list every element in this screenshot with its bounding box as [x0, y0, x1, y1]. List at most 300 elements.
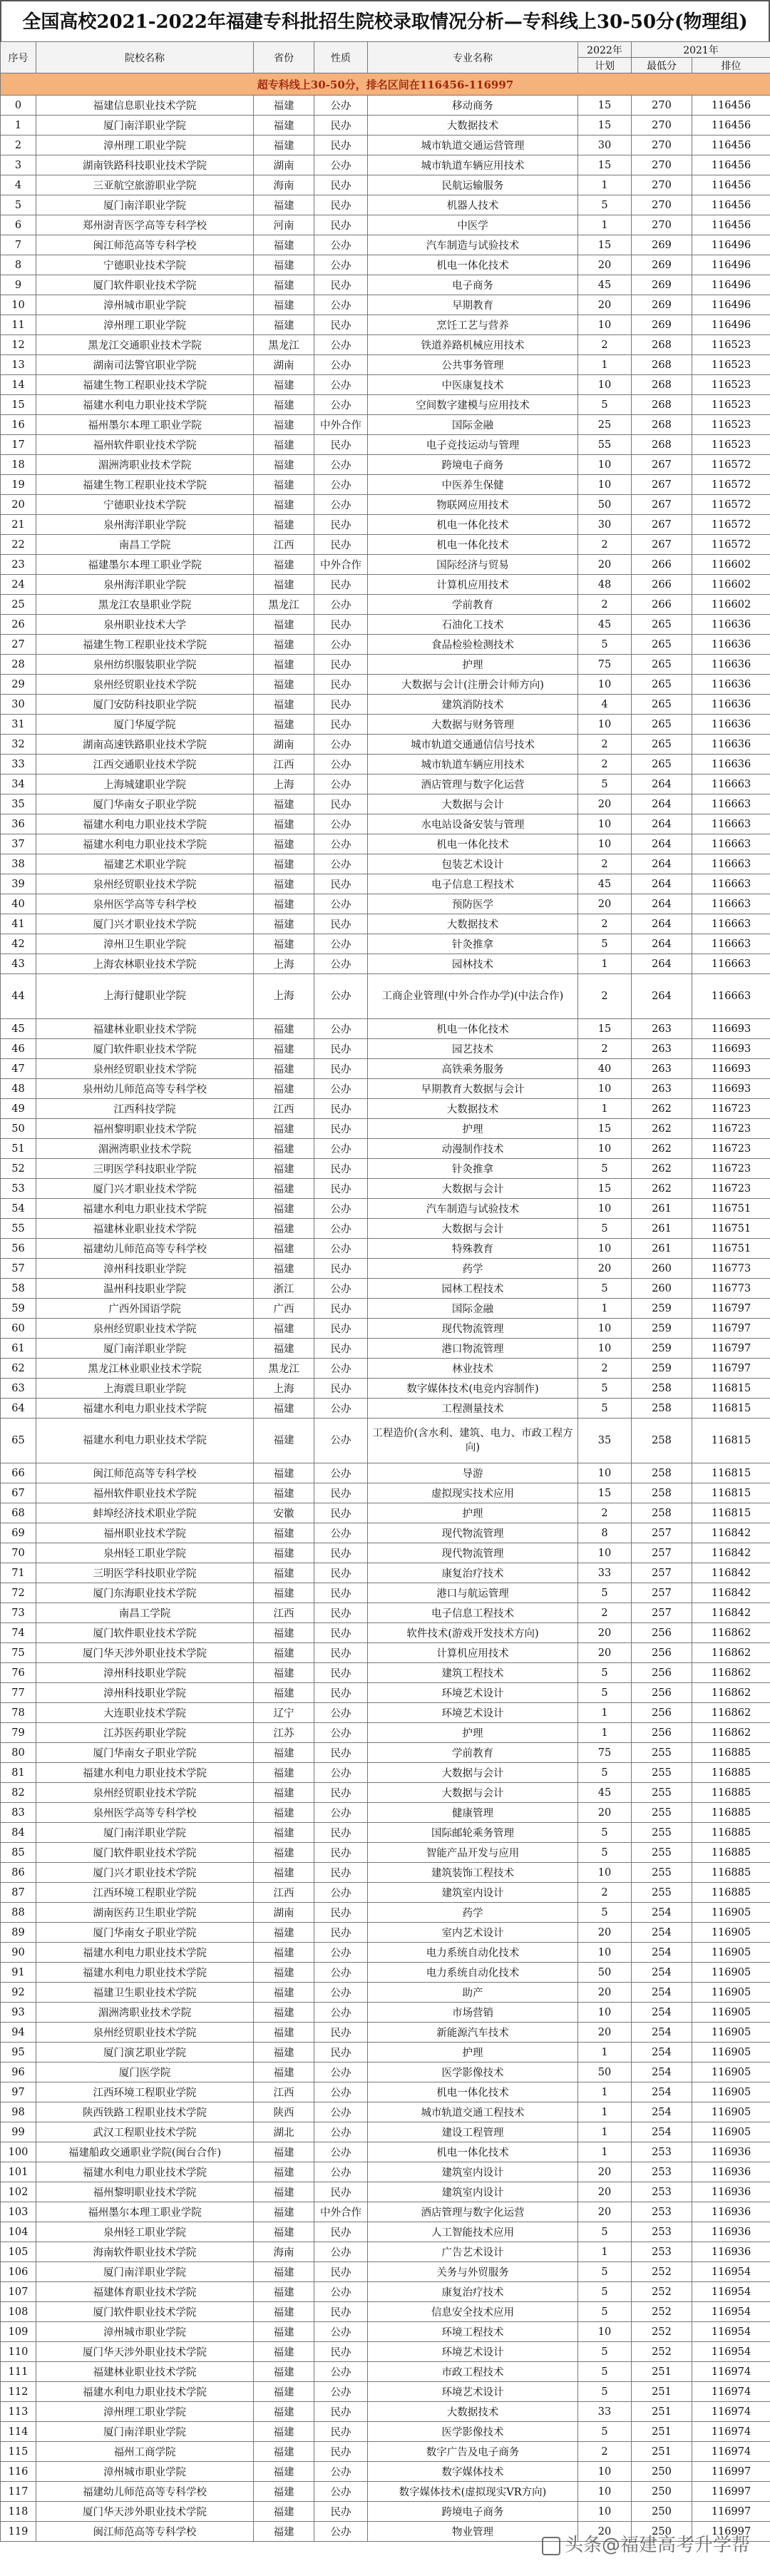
cell-nature: 民办 [314, 1503, 368, 1523]
cell-rank: 116751 [692, 1219, 770, 1239]
cell-nature: 民办 [314, 1379, 368, 1399]
cell-seq: 54 [1, 1199, 36, 1219]
cell-plan: 20 [578, 1259, 632, 1279]
cell-province: 福建 [254, 1643, 314, 1663]
cell-major: 林业技术 [368, 1359, 578, 1379]
cell-major: 城市轨道交通运营管理 [368, 136, 578, 155]
cell-plan: 10 [578, 1543, 632, 1563]
cell-plan: 1 [578, 2043, 632, 2063]
cell-province: 福建 [254, 2262, 314, 2282]
cell-province: 浙江 [254, 1279, 314, 1299]
cell-seq: 68 [1, 1503, 36, 1523]
cell-province: 福建 [254, 435, 314, 455]
col-min: 最低分 [632, 58, 692, 73]
cell-seq: 77 [1, 1683, 36, 1703]
cell-nature: 民办 [314, 1603, 368, 1623]
cell-rank: 116636 [692, 635, 770, 655]
table-row [1, 2162, 770, 2182]
cell-rank: 116636 [692, 715, 770, 735]
cell-major: 电子信息工程技术 [368, 1603, 578, 1623]
table-row [1, 2023, 770, 2043]
cell-nature: 公办 [314, 155, 368, 175]
cell-nature: 公办 [314, 2322, 368, 2342]
cell-major: 护理 [368, 2043, 578, 2063]
cell-nature: 公办 [314, 1239, 368, 1259]
cell-nature: 公办 [314, 2082, 368, 2102]
table-row [1, 1743, 770, 1763]
cell-rank: 116572 [692, 495, 770, 515]
cell-nature: 民办 [314, 2302, 368, 2322]
cell-province: 福建 [254, 315, 314, 335]
cell-min: 255 [632, 1803, 692, 1823]
cell-plan: 15 [578, 116, 632, 136]
table-row [1, 255, 770, 275]
cell-plan: 10 [578, 1463, 632, 1483]
cell-rank: 116773 [692, 1279, 770, 1299]
cell-min: 264 [632, 814, 692, 834]
cell-min: 267 [632, 455, 692, 475]
col-seq: 序号 [1, 42, 36, 73]
cell-rank: 116862 [692, 1663, 770, 1683]
cell-nature: 民办 [314, 1823, 368, 1843]
cell-min: 256 [632, 1643, 692, 1663]
cell-nature: 公办 [314, 1803, 368, 1823]
cell-major: 环境工程技术 [368, 2322, 578, 2342]
cell-rank: 116663 [692, 974, 770, 1019]
cell-school: 漳州城市职业学院 [36, 2462, 254, 2482]
table-row [1, 1319, 770, 1339]
cell-school: 漳州科技职业学院 [36, 1683, 254, 1703]
cell-nature: 公办 [314, 595, 368, 615]
cell-major: 铁道养路机械应用技术 [368, 335, 578, 355]
cell-major: 康复治疗技术 [368, 2282, 578, 2302]
cell-nature: 公办 [314, 455, 368, 475]
cell-school: 湄洲湾职业技术学院 [36, 2003, 254, 2023]
cell-major: 中医学 [368, 215, 578, 235]
cell-province: 福建 [254, 1483, 314, 1503]
cell-plan: 45 [578, 874, 632, 894]
cell-major: 康复治疗技术 [368, 1563, 578, 1583]
table-row [1, 914, 770, 934]
cell-major: 港口与航运管理 [368, 1583, 578, 1603]
table-row [1, 775, 770, 794]
cell-plan: 10 [578, 2003, 632, 2023]
cell-rank: 116636 [692, 655, 770, 675]
cell-min: 250 [632, 2462, 692, 2482]
cell-school: 温州科技职业学院 [36, 1279, 254, 1299]
cell-plan: 1 [578, 2242, 632, 2262]
cell-nature: 公办 [314, 635, 368, 655]
cell-nature: 公办 [314, 2242, 368, 2262]
cell-nature: 中外合作 [314, 2202, 368, 2222]
cell-major: 大数据技术 [368, 914, 578, 934]
cell-province: 福建 [254, 2322, 314, 2342]
cell-seq: 73 [1, 1603, 36, 1623]
cell-major: 建筑室内设计 [368, 2182, 578, 2202]
cell-plan: 2 [578, 914, 632, 934]
cell-school: 南昌工学院 [36, 1603, 254, 1623]
table-row [1, 1463, 770, 1483]
cell-plan: 2 [578, 1359, 632, 1379]
cell-major: 广告艺术设计 [368, 2242, 578, 2262]
cell-nature: 公办 [314, 814, 368, 834]
cell-school: 厦门华南女子职业学院 [36, 794, 254, 814]
cell-seq: 65 [1, 1419, 36, 1463]
cell-school: 福州工商学院 [36, 2442, 254, 2462]
cell-min: 265 [632, 755, 692, 775]
col-school: 院校名称 [36, 42, 254, 73]
cell-province: 福建 [254, 1079, 314, 1099]
cell-seq: 111 [1, 2362, 36, 2382]
cell-nature: 民办 [314, 2402, 368, 2422]
cell-major: 大数据与会计(注册会计师方向) [368, 675, 578, 695]
cell-nature: 公办 [314, 2362, 368, 2382]
cell-min: 255 [632, 1783, 692, 1803]
cell-rank: 116602 [692, 575, 770, 595]
table-row [1, 934, 770, 954]
cell-plan: 5 [578, 2342, 632, 2362]
cell-school: 宁德职业技术学院 [36, 495, 254, 515]
cell-plan: 20 [578, 1923, 632, 1943]
cell-major: 现代物流管理 [368, 1543, 578, 1563]
cell-major: 早期教育 [368, 295, 578, 315]
cell-school: 湖南铁路科技职业技术学院 [36, 155, 254, 175]
table-row [1, 695, 770, 715]
cell-school: 湖南司法警官职业学院 [36, 355, 254, 375]
cell-province: 江西 [254, 1099, 314, 1119]
cell-school: 泉州医学高等专科学校 [36, 894, 254, 914]
cell-major: 机电一体化技术 [368, 515, 578, 535]
cell-school: 三亚航空旅游职业学院 [36, 175, 254, 195]
cell-nature: 民办 [314, 535, 368, 555]
cell-province: 福建 [254, 1583, 314, 1603]
cell-min: 270 [632, 195, 692, 215]
cell-plan: 50 [578, 2063, 632, 2082]
table-row [1, 355, 770, 375]
cell-province: 福建 [254, 615, 314, 635]
cell-school: 厦门软件职业技术学院 [36, 1039, 254, 1059]
cell-rank: 116523 [692, 375, 770, 395]
col-plan: 计划 [578, 58, 632, 73]
cell-plan: 20 [578, 2162, 632, 2182]
cell-seq: 32 [1, 735, 36, 755]
cell-rank: 116636 [692, 615, 770, 635]
cell-rank: 116751 [692, 1199, 770, 1219]
cell-school: 黑龙江农垦职业学院 [36, 595, 254, 615]
cell-school: 上海震旦职业学院 [36, 1379, 254, 1399]
cell-school: 黑龙江交通职业技术学院 [36, 335, 254, 355]
cell-major: 机电一体化技术 [368, 834, 578, 854]
cell-rank: 116997 [692, 2462, 770, 2482]
cell-province: 福建 [254, 1339, 314, 1359]
cell-seq: 40 [1, 894, 36, 914]
cell-seq: 104 [1, 2222, 36, 2242]
cell-seq: 24 [1, 575, 36, 595]
cell-nature: 民办 [314, 695, 368, 715]
cell-plan: 5 [578, 2222, 632, 2242]
cell-major: 数字媒体技术(虚拟现实VR方向) [368, 2482, 578, 2502]
cell-rank: 116797 [692, 1299, 770, 1319]
cell-plan: 45 [578, 615, 632, 635]
cell-plan: 75 [578, 655, 632, 675]
table-row [1, 1399, 770, 1419]
cell-rank: 116693 [692, 1059, 770, 1079]
cell-school: 福建墨尔本理工职业学院 [36, 555, 254, 575]
cell-province: 福建 [254, 1259, 314, 1279]
table-row [1, 1419, 770, 1463]
cell-plan: 5 [578, 2382, 632, 2402]
cell-school: 上海农林职业技术学院 [36, 954, 254, 974]
cell-major: 包装艺术设计 [368, 854, 578, 874]
cell-major: 物业管理 [368, 2522, 578, 2542]
table-row [1, 854, 770, 874]
cell-plan: 10 [578, 2482, 632, 2502]
cell-province: 福建 [254, 1943, 314, 1963]
cell-min: 257 [632, 1523, 692, 1543]
cell-seq: 117 [1, 2482, 36, 2502]
table-row [1, 1483, 770, 1503]
cell-nature: 公办 [314, 2142, 368, 2162]
cell-rank: 116663 [692, 894, 770, 914]
table-row [1, 1099, 770, 1119]
cell-min: 258 [632, 1483, 692, 1503]
cell-seq: 85 [1, 1843, 36, 1863]
cell-rank: 116905 [692, 1903, 770, 1923]
cell-nature: 公办 [314, 1463, 368, 1483]
table-row [1, 2382, 770, 2402]
cell-school: 厦门软件职业技术学院 [36, 2302, 254, 2322]
cell-rank: 116905 [692, 2122, 770, 2142]
cell-major: 大数据与财务管理 [368, 715, 578, 735]
cell-province: 江西 [254, 1883, 314, 1903]
cell-major: 现代物流管理 [368, 1523, 578, 1543]
cell-min: 267 [632, 515, 692, 535]
table-row [1, 1943, 770, 1963]
cell-school: 泉州经贸职业技术学院 [36, 2023, 254, 2043]
table-row [1, 315, 770, 335]
cell-school: 泉州轻工职业学院 [36, 2222, 254, 2242]
cell-min: 266 [632, 575, 692, 595]
cell-major: 市政工程技术 [368, 2362, 578, 2382]
cell-plan: 2 [578, 974, 632, 1019]
cell-nature: 公办 [314, 1079, 368, 1099]
cell-seq: 18 [1, 455, 36, 475]
table-row [1, 1339, 770, 1359]
cell-rank: 116693 [692, 1079, 770, 1099]
cell-plan: 10 [578, 2322, 632, 2342]
cell-rank: 116905 [692, 1923, 770, 1943]
cell-major: 公共事务管理 [368, 355, 578, 375]
cell-nature: 中外合作 [314, 415, 368, 435]
cell-rank: 116905 [692, 2023, 770, 2043]
cell-seq: 59 [1, 1299, 36, 1319]
cell-plan: 2 [578, 1883, 632, 1903]
cell-seq: 21 [1, 515, 36, 535]
cell-school: 三明医学科技职业学院 [36, 1563, 254, 1583]
cell-province: 福建 [254, 2462, 314, 2482]
cell-province: 福建 [254, 854, 314, 874]
cell-school: 厦门南洋职业学院 [36, 2262, 254, 2282]
cell-school: 泉州经贸职业技术学院 [36, 1059, 254, 1079]
cell-min: 252 [632, 2342, 692, 2362]
cell-school: 福建卫生职业技术学院 [36, 1983, 254, 2003]
cell-school: 福州墨尔本理工职业学院 [36, 2202, 254, 2222]
cell-nature: 公办 [314, 2282, 368, 2302]
col-province: 省份 [254, 42, 314, 73]
cell-province: 福建 [254, 1039, 314, 1059]
cell-nature: 民办 [314, 1039, 368, 1059]
cell-nature: 民办 [314, 2342, 368, 2362]
cell-seq: 76 [1, 1663, 36, 1683]
cell-plan: 50 [578, 495, 632, 515]
cell-province: 福建 [254, 2402, 314, 2422]
cell-major: 酒店管理与数字化运营 [368, 775, 578, 794]
cell-min: 270 [632, 96, 692, 116]
cell-major: 跨境电子商务 [368, 2502, 578, 2522]
cell-province: 福建 [254, 415, 314, 435]
cell-min: 261 [632, 1239, 692, 1259]
cell-nature: 公办 [314, 2003, 368, 2023]
cell-school: 福建生物工程职业技术学院 [36, 475, 254, 495]
cell-major: 助产 [368, 1983, 578, 2003]
cell-seq: 17 [1, 435, 36, 455]
cell-min: 256 [632, 1683, 692, 1703]
cell-school: 泉州海洋职业学院 [36, 575, 254, 595]
cell-school: 厦门南洋职业学院 [36, 116, 254, 136]
cell-school: 厦门华天涉外职业技术学院 [36, 2502, 254, 2522]
cell-rank: 116954 [692, 2322, 770, 2342]
cell-major: 国际邮轮乘务管理 [368, 1823, 578, 1843]
cell-min: 263 [632, 1039, 692, 1059]
cell-major: 医学影像技术 [368, 2063, 578, 2082]
cell-nature: 公办 [314, 235, 368, 255]
cell-seq: 119 [1, 2522, 36, 2542]
cell-plan: 45 [578, 275, 632, 295]
cell-province: 福建 [254, 1543, 314, 1563]
table-row [1, 535, 770, 555]
cell-nature: 民办 [314, 575, 368, 595]
table-row [1, 116, 770, 136]
cell-min: 265 [632, 655, 692, 675]
cell-province: 福建 [254, 1663, 314, 1683]
cell-province: 福建 [254, 1059, 314, 1079]
table-row [1, 1623, 770, 1643]
cell-major: 护理 [368, 1723, 578, 1743]
cell-province: 福建 [254, 455, 314, 475]
cell-nature: 公办 [314, 375, 368, 395]
cell-major: 人工智能技术应用 [368, 2222, 578, 2242]
cell-province: 湖南 [254, 355, 314, 375]
cell-province: 福建 [254, 515, 314, 535]
cell-major: 针灸推拿 [368, 1159, 578, 1179]
cell-province: 福建 [254, 375, 314, 395]
cell-major: 工程测量技术 [368, 1399, 578, 1419]
cell-rank: 116602 [692, 595, 770, 615]
table-row [1, 1199, 770, 1219]
cell-rank: 116723 [692, 1139, 770, 1159]
cell-rank: 116572 [692, 515, 770, 535]
cell-nature: 民办 [314, 1543, 368, 1563]
cell-plan: 5 [578, 395, 632, 415]
cell-province: 福建 [254, 2043, 314, 2063]
cell-min: 255 [632, 1763, 692, 1783]
cell-school: 福建水利电力职业技术学院 [36, 814, 254, 834]
cell-plan: 48 [578, 575, 632, 595]
cell-school: 漳州城市职业学院 [36, 2322, 254, 2342]
cell-min: 254 [632, 1983, 692, 2003]
cell-nature: 公办 [314, 2162, 368, 2182]
cell-province: 江西 [254, 2082, 314, 2102]
cell-seq: 74 [1, 1623, 36, 1643]
cell-nature: 公办 [314, 735, 368, 755]
table-row [1, 1683, 770, 1703]
cell-nature: 公办 [314, 2122, 368, 2142]
cell-major: 市场营销 [368, 2003, 578, 2023]
cell-major: 药学 [368, 1259, 578, 1279]
cell-plan: 10 [578, 315, 632, 335]
cell-rank: 116456 [692, 215, 770, 235]
cell-rank: 116862 [692, 1703, 770, 1723]
cell-nature: 公办 [314, 954, 368, 974]
cell-nature: 公办 [314, 1943, 368, 1963]
cell-major: 建设工程管理 [368, 2122, 578, 2142]
table-row [1, 794, 770, 814]
cell-nature: 民办 [314, 1843, 368, 1863]
cell-min: 257 [632, 1603, 692, 1623]
cell-min: 264 [632, 775, 692, 794]
cell-seq: 44 [1, 974, 36, 1019]
cell-min: 264 [632, 834, 692, 854]
cell-rank: 116663 [692, 834, 770, 854]
cell-seq: 102 [1, 2182, 36, 2202]
cell-min: 264 [632, 974, 692, 1019]
cell-plan: 5 [578, 1159, 632, 1179]
cell-plan: 30 [578, 515, 632, 535]
cell-seq: 50 [1, 1119, 36, 1139]
cell-rank: 116636 [692, 675, 770, 695]
cell-plan: 15 [578, 1179, 632, 1199]
cell-major: 学前教育 [368, 1743, 578, 1763]
cell-nature: 公办 [314, 2462, 368, 2482]
col-major: 专业名称 [368, 42, 578, 73]
cell-plan: 1 [578, 2082, 632, 2102]
cell-seq: 81 [1, 1763, 36, 1783]
cell-plan: 30 [578, 136, 632, 155]
cell-min: 252 [632, 2302, 692, 2322]
cell-min: 262 [632, 1179, 692, 1199]
cell-province: 福建 [254, 1463, 314, 1483]
table-row [1, 2043, 770, 2063]
cell-rank: 116663 [692, 854, 770, 874]
cell-province: 福建 [254, 2003, 314, 2023]
cell-seq: 70 [1, 1543, 36, 1563]
cell-school: 漳州理工职业学院 [36, 315, 254, 335]
cell-school: 厦门安防科技职业学院 [36, 695, 254, 715]
table-row [1, 1583, 770, 1603]
cell-province: 广西 [254, 1299, 314, 1319]
cell-plan: 10 [578, 715, 632, 735]
cell-province: 福建 [254, 1763, 314, 1783]
cell-school: 大连职业技术学院 [36, 1703, 254, 1723]
cell-plan: 5 [578, 1823, 632, 1843]
table-row [1, 175, 770, 195]
cell-school: 福建信息职业技术学院 [36, 96, 254, 116]
cell-min: 252 [632, 2322, 692, 2342]
cell-nature: 公办 [314, 1523, 368, 1543]
cell-rank: 116773 [692, 1259, 770, 1279]
cell-min: 267 [632, 535, 692, 555]
table-row [1, 735, 770, 755]
